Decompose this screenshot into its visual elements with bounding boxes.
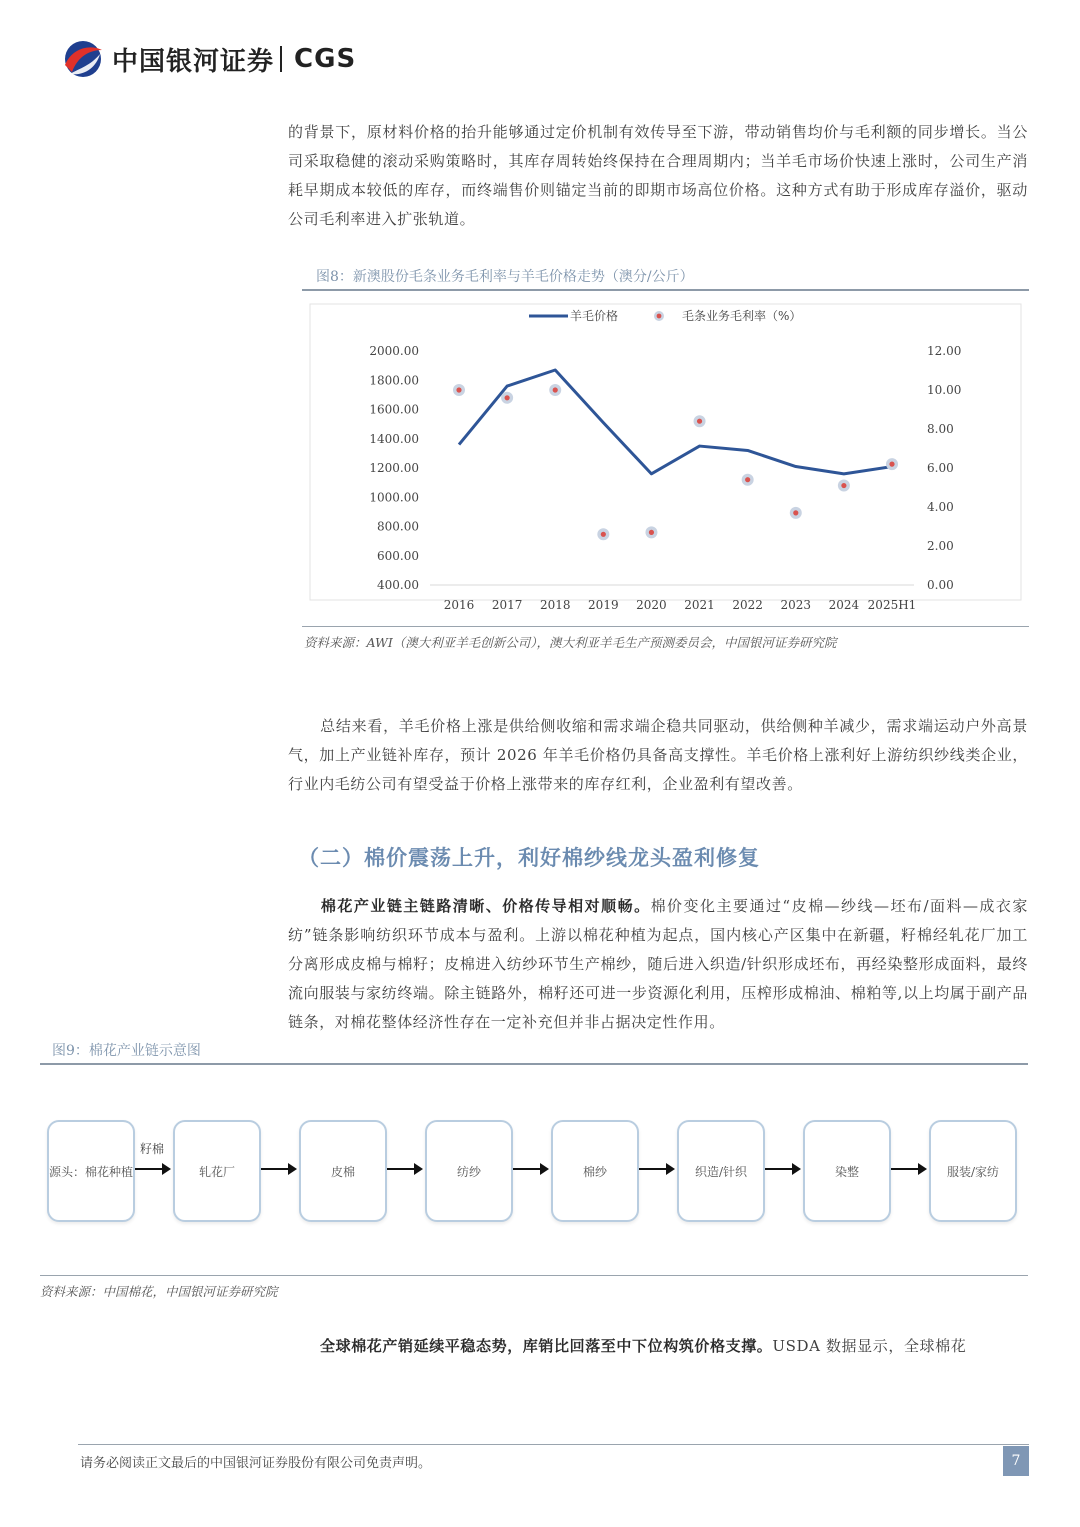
wool-price-margin-chart <box>302 292 1029 622</box>
x-tick-label: 2022 <box>732 598 763 612</box>
margin-point <box>790 507 802 519</box>
footer-rule <box>78 1444 1029 1445</box>
margin-point-dot <box>456 387 461 392</box>
chain-arrow <box>261 1168 295 1170</box>
body-paragraph-4 <box>288 1332 1028 1361</box>
paragraph-3-lead: 棉花产业链主链路清晰、价格传导相对顺畅。 <box>320 897 651 915</box>
margin-point-dot <box>553 387 558 392</box>
y-right-tick-label: 8.00 <box>927 422 954 436</box>
chain-arrow <box>513 1168 547 1170</box>
chain-node: 棉纱 <box>551 1120 639 1222</box>
legend-dot-swatch <box>657 314 662 319</box>
brand-separator <box>280 46 282 72</box>
figure9-title: 图9：棉花产业链示意图 <box>52 1043 201 1059</box>
margin-point-dot <box>505 395 510 400</box>
margin-point <box>886 458 898 470</box>
x-tick-label: 2024 <box>828 598 860 612</box>
margin-point-dot <box>601 532 606 537</box>
chain-node: 源头：棉花种植 <box>47 1120 135 1222</box>
margin-point-dot <box>697 419 702 424</box>
figure9-source: 资料来源：中国棉花，中国银河证券研究院 <box>40 1284 278 1299</box>
x-tick-label: 2019 <box>588 598 619 612</box>
y-right-tick-label: 10.00 <box>927 383 962 397</box>
body-paragraph-1: 的背景下，原材料价格的抬升能够通过定价机制有效传导至下游，带动销售均价与毛利额的同步增长。当公司采取稳健的滚动采购策略时，其库存周转始终保持在合理周期内；当羊毛市场价快速上涨时，公司生产消耗早期成本较低的库存，而终端售价则锚定当前的即期市场高位价格。这种方式有助于形成库存溢价，驱动公司毛利率进入扩张轨道。 <box>288 123 1028 228</box>
brand-logo <box>60 38 356 80</box>
figure8-title: 图8：新澳股份毛条业务毛利率与羊毛价格走势（澳分/公斤） <box>316 269 694 285</box>
y-right-tick-label: 2.00 <box>927 539 954 553</box>
y-left-tick-label: 800.00 <box>377 519 419 534</box>
y-left-tick-label: 1400.00 <box>369 431 419 446</box>
chain-node: 织造/针织 <box>677 1120 765 1222</box>
figure9-top-rule <box>40 1063 1028 1065</box>
margin-point-dot <box>841 483 846 488</box>
x-tick-label: 2021 <box>684 598 715 612</box>
chain-node: 纺纱 <box>425 1120 513 1222</box>
x-tick-label: 2025H1 <box>867 598 917 612</box>
y-left-tick-label: 1000.00 <box>369 490 419 505</box>
margin-point <box>838 480 850 492</box>
x-tick-label: 2017 <box>491 598 523 612</box>
body-paragraph-2 <box>288 712 1028 799</box>
paragraph-3-body: 棉价变化主要通过“皮棉—纱线—坯布/面料—成衣家纺”链条影响纺织环节成本与盈利。上游以棉花种植为起点，国内核心产区集中在新疆，籽棉经轧花厂加工分离形成皮棉与棉籽；皮棉进入纺纱环节生产棉纱，随后进入织造/针织形成坯布，再经染整形成面料，最终流向服装与家纺终端。除主链路外，棉籽还可进一步资源化利用，压榨形成棉油、棉粕等,以上均属于副产品链条，对棉花整体经济性存在一定补充但并非占据决定性作用。 <box>288 897 1028 1031</box>
margin-point <box>501 392 513 404</box>
margin-point <box>549 384 561 396</box>
paragraph-2-text: 总结来看，羊毛价格上涨是供给侧收缩和需求端企稳共同驱动，供给侧种羊减少，需求端运动户外高景气，加上产业链补库存，预计 2026 年羊毛价格仍具备高支撑性。羊毛价格上涨利好上游纺织纱线类企业，行业内毛纺公司有望受益于价格上涨带来的库存红利，企业盈利有望改善。 <box>288 717 1028 793</box>
legend-label-wool-price: 羊毛价格 <box>570 309 619 323</box>
y-right-tick-label: 4.00 <box>927 500 954 514</box>
margin-point <box>453 384 465 396</box>
body-paragraph-3 <box>288 892 1028 1037</box>
chain-node: 服装/家纺 <box>929 1120 1017 1222</box>
y-left-tick-label: 2000.00 <box>369 344 419 358</box>
brand-name: 中国银河证券 <box>112 46 275 77</box>
legend-label-margin: 毛条业务毛利率（%） <box>682 309 802 323</box>
margin-point <box>694 415 706 427</box>
chain-node: 染整 <box>803 1120 891 1222</box>
paragraph-4-lead: 全球棉花产销延续平稳态势，库销比回落至中下位构筑价格支撑。 <box>320 1337 773 1355</box>
x-tick-label: 2023 <box>780 598 812 612</box>
y-left-tick-label: 1800.00 <box>369 373 419 388</box>
margin-point <box>645 526 657 538</box>
chart-legend <box>529 308 801 323</box>
margin-point-dot <box>649 530 654 535</box>
y-left-tick-label: 1200.00 <box>369 461 419 475</box>
wool-price-line <box>459 370 892 474</box>
chain-arrow <box>135 1168 169 1170</box>
figure8-top-rule <box>302 289 1029 291</box>
chain-arrow <box>639 1168 673 1170</box>
y-right-tick-label: 6.00 <box>927 461 954 475</box>
y-left-tick-label: 600.00 <box>377 548 419 563</box>
x-tick-label: 2016 <box>443 598 475 612</box>
margin-point-dot <box>889 462 894 467</box>
brand-name-en: CGS <box>294 44 357 74</box>
x-tick-label: 2020 <box>636 598 667 612</box>
section-heading: （二）棉价震荡上升，利好棉纱线龙头盈利修复 <box>298 845 760 870</box>
page-number: 7 <box>1003 1446 1029 1476</box>
y-left-tick-label: 400.00 <box>377 578 419 592</box>
chain-arrow-label: 籽棉 <box>140 1142 165 1156</box>
margin-point-dot <box>793 510 798 515</box>
y-right-tick-label: 12.00 <box>927 344 962 358</box>
chain-node: 皮棉 <box>299 1120 387 1222</box>
figure8-bottom-rule <box>302 626 1029 627</box>
margin-point <box>597 528 609 540</box>
paragraph-4-body: USDA 数据显示，全球棉花 <box>772 1337 967 1355</box>
x-tick-label: 2018 <box>539 598 571 612</box>
margin-point-dot <box>745 477 750 482</box>
chain-node: 轧花厂 <box>173 1120 261 1222</box>
cotton-chain-diagram <box>40 1110 1030 1240</box>
figure9-bottom-rule <box>40 1275 1028 1276</box>
chain-arrow <box>891 1168 925 1170</box>
chain-arrow <box>765 1168 799 1170</box>
y-right-tick-label: 0.00 <box>927 578 954 592</box>
chain-arrow <box>387 1168 421 1170</box>
footer-disclaimer: 请务必阅读正文最后的中国银河证券股份有限公司免责声明。 <box>80 1456 432 1471</box>
galaxy-logo-icon <box>60 38 106 80</box>
y-left-tick-label: 1600.00 <box>369 402 419 417</box>
margin-point <box>742 474 754 486</box>
figure8-source: 资料来源：AWI（澳大利亚羊毛创新公司），澳大利亚羊毛生产预测委员会，中国银河证券研究院 <box>304 635 837 650</box>
